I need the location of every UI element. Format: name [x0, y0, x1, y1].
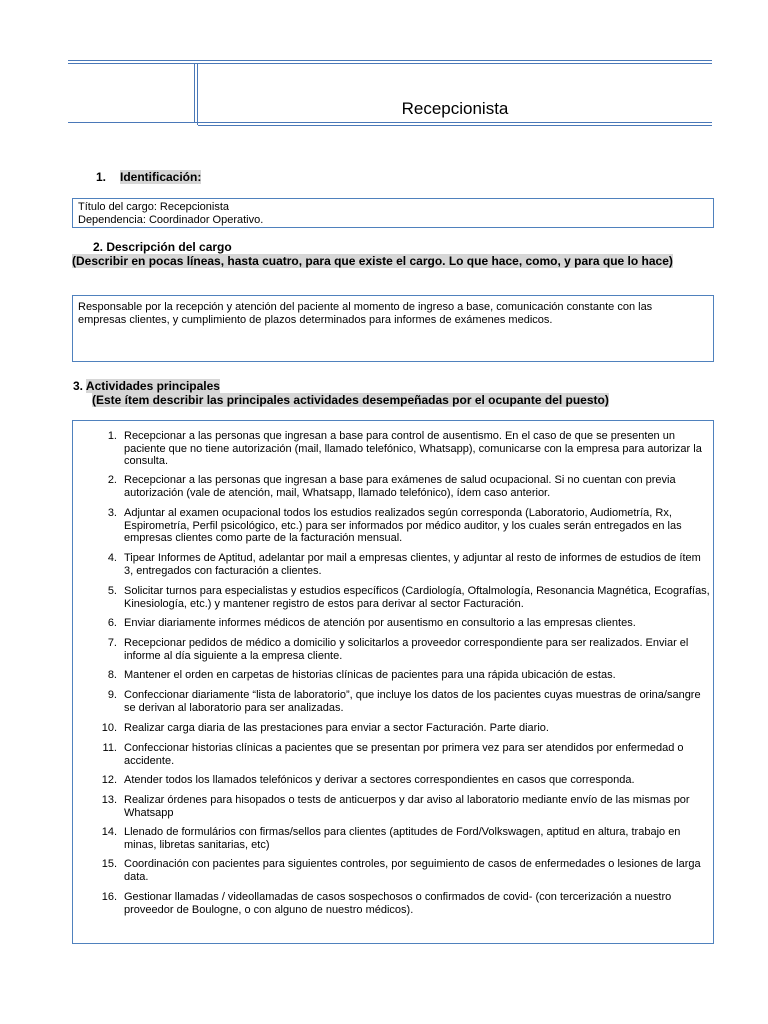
job-title-line: Título del cargo: Recepcionista — [78, 201, 230, 213]
section1-number: 1. — [96, 170, 107, 184]
document-title: Recepcionista — [401, 99, 509, 118]
list-item-text: Coordinación con pacientes para siguientes controles, por seguimiento de casos de enfermedades o lesiones de larga data. — [124, 858, 701, 883]
header-top-rule — [68, 60, 712, 61]
list-item-number: 5. — [107, 585, 117, 597]
list-item — [101, 891, 710, 916]
list-item — [101, 722, 710, 735]
list-item-text: Gestionar llamadas / videollamadas de casos sospechosos o confirmados de covid- (con tercerización a nuestro proveedor de Boulogne, o con alguno de nuestro médicos). — [124, 891, 672, 916]
list-item-number: 4. — [107, 552, 117, 564]
list-item — [107, 474, 710, 499]
list-item-text: Recepcionar pedidos de médico a domicilio y solicitarlos a proveedor correspondiente para ser realizados. Enviar el informe al día siguiente a la empresa cliente. — [124, 637, 689, 662]
header-bottom-rule-inner — [198, 125, 712, 126]
list-item-text: Atender todos los llamados telefónicos y derivar a sectores correspondientes en casos que corresponda. — [124, 774, 635, 786]
list-item — [107, 637, 710, 662]
section1-header — [96, 170, 201, 184]
list-item-number: 1. — [107, 430, 117, 442]
list-item — [101, 794, 710, 819]
list-item-number: 11. — [102, 742, 117, 754]
list-item-number: 12. — [101, 774, 117, 786]
list-item-text: Llenado de formulários con firmas/sellos para clientes (aptitudes de Ford/Volkswagen, aptitud en altura, trabajo en minas, libretas sanitarias, etc) — [124, 826, 681, 851]
list-item-number: 14. — [101, 826, 117, 838]
list-item — [107, 669, 710, 682]
list-item-number: 16. — [101, 891, 117, 903]
list-item-number: 7. — [107, 637, 117, 649]
list-item-text: Mantener el orden en carpetas de historias clínicas de pacientes para una rápida ubicación de estas. — [124, 669, 616, 681]
list-item — [107, 507, 710, 545]
header-bottom-rule — [68, 122, 712, 123]
list-item-text: Tipear Informes de Aptitud, adelantar por mail a empresas clientes, y adjuntar al resto de informes de estudios de ítem 3, entregados con facturación a clientes. — [124, 552, 701, 577]
list-item-text: Adjuntar al examen ocupacional todos los estudios realizados según corresponda (Laboratorio, Audiometría, Rx, Espirometría, Perfil psicológico, etc.) para ser informados por médico auditor, y los cuales serán entregados en las empresas clientes como parte de la facturación mensual. — [124, 507, 682, 544]
list-item — [107, 430, 710, 468]
list-item-number: 15. — [101, 858, 117, 870]
list-item-number: 3. — [107, 507, 117, 519]
description-box — [72, 295, 714, 362]
list-item-number: 2. — [107, 474, 117, 486]
section3-heading: Actividades principales — [85, 379, 220, 393]
list-item — [101, 858, 710, 883]
section2-instruction — [72, 254, 684, 268]
list-item-number: 10. — [101, 722, 117, 734]
list-item-text: Confeccionar diariamente “lista de laboratorio”, que incluye los datos de los pacientes cuyas muestras de orina/sangre se derivan al laboratorio para ser analizadas. — [124, 689, 701, 714]
list-item-text: Enviar diariamente informes médicos de atención por ausentismo en consultorio a las empresas clientes. — [124, 617, 636, 629]
list-item-text: Realizar carga diaria de las prestaciones para enviar a sector Facturación. Parte diario. — [124, 722, 549, 734]
header-divider — [194, 63, 195, 122]
list-item-text: Confeccionar historias clínicas a pacientes que se presentan por primera vez para ser atendidos por enfermedad o accidente. — [124, 742, 684, 767]
section2-instruction-text: (Describir en pocas líneas, hasta cuatro, para que existe el cargo. Lo que hace, como, y para que lo hace) — [72, 254, 673, 268]
section2-heading: 2. Descripción del cargo — [93, 240, 232, 254]
list-item-text: Solicitar turnos para especialistas y estudios específicos (Cardiología, Oftalmología, Resonancia Magnética, Ecografías, Kinesiología, etc.) y mantener registro de estos para derivar al sector Facturación. — [124, 585, 710, 610]
list-item-text: Recepcionar a las personas que ingresan a base para exámenes de salud ocupacional. Si no cuentan con previa autorización (vale de atención, mail, Whatsapp, llamado telefónico), ídem caso anterior. — [124, 474, 676, 499]
list-item-number: 9. — [107, 689, 117, 701]
list-item-text: Realizar órdenes para hisopados o tests de anticuerpos y dar aviso al laboratorio mediante envío de las mismas por Whatsapp — [124, 794, 690, 819]
identification-box — [72, 198, 714, 228]
list-item-text: Recepcionar a las personas que ingresan a base para control de ausentismo. En el caso de que se presenten un paciente que no tiene autorización (mail, llamado telefónico, Whatsapp), comunicarse con la empresa para autorizar la consulta. — [124, 430, 702, 467]
list-item — [107, 689, 710, 714]
dependency-line: Dependencia: Coordinador Operativo. — [78, 214, 264, 226]
description-text: Responsable por la recepción y atención del paciente al momento de ingreso a base, comunicación constante con las empresas clientes, y cumplimiento de plazos determinados para informes de exámenes medicos. — [78, 301, 653, 326]
section3-instruction — [92, 393, 609, 407]
list-item — [102, 742, 710, 767]
header-top-rule-inner — [68, 63, 712, 64]
list-item — [107, 552, 710, 577]
section3-instruction-text: (Este ítem describir las principales actividades desempeñadas por el ocupante del puesto) — [92, 393, 609, 407]
list-item — [107, 617, 710, 630]
section3-number: 3. — [73, 379, 84, 393]
list-item — [107, 585, 710, 610]
list-item-number: 6. — [107, 617, 117, 629]
list-item — [101, 826, 710, 851]
list-item — [101, 774, 710, 787]
section1-heading: Identificación: — [120, 170, 202, 184]
list-item-number: 8. — [107, 669, 117, 681]
activities-box — [72, 420, 714, 944]
section3-header — [73, 379, 220, 393]
list-item-number: 13. — [101, 794, 117, 806]
